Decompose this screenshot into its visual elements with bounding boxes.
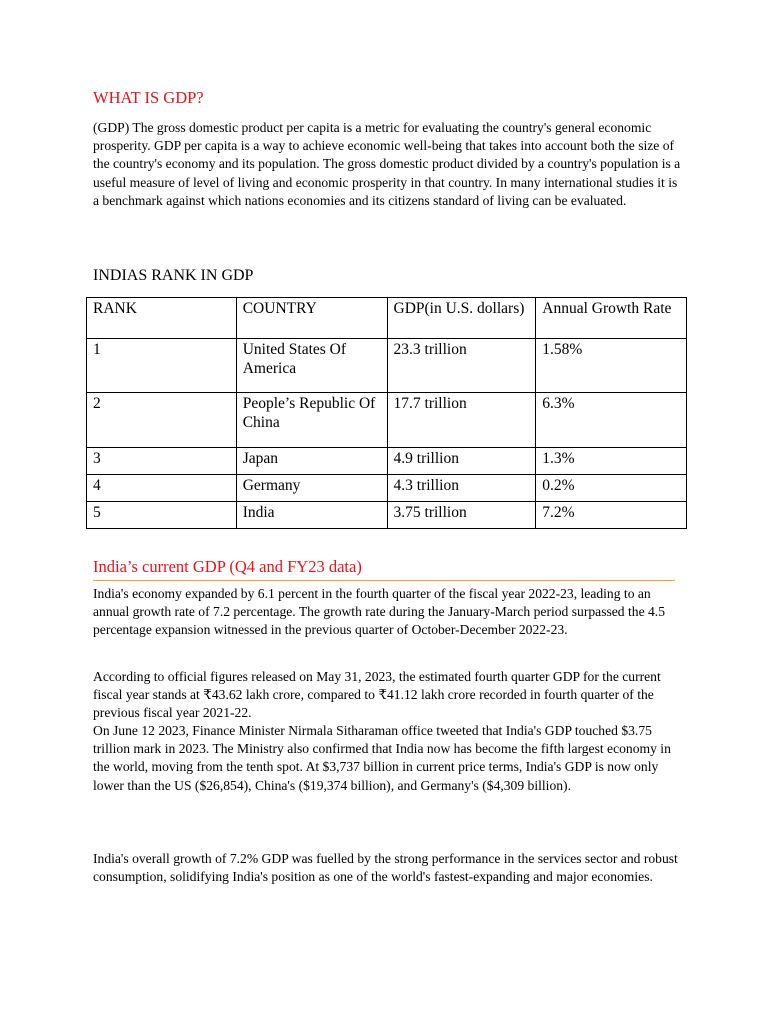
table-cell: 1.58% bbox=[536, 339, 687, 393]
table-cell: 4 bbox=[87, 475, 237, 502]
table-cell: India bbox=[236, 502, 387, 529]
table-row bbox=[87, 448, 687, 475]
heading-underline-rule bbox=[93, 580, 675, 581]
table-cell: United States Of America bbox=[236, 339, 387, 393]
table-cell: 3.75 trillion bbox=[387, 502, 536, 529]
table-row bbox=[87, 502, 687, 529]
table-row bbox=[87, 393, 687, 448]
table-cell: People’s Republic Of China bbox=[236, 393, 387, 448]
india-current-gdp-heading: India’s current GDP (Q4 and FY23 data) bbox=[93, 557, 362, 576]
what-is-gdp-heading: WHAT IS GDP? bbox=[93, 88, 204, 107]
table-cell: 7.2% bbox=[536, 502, 687, 529]
table-header-row bbox=[87, 298, 687, 339]
what-is-gdp-paragraph: (GDP) The gross domestic product per capita is a metric for evaluating the country's general economic prosperity. GDP per capita is a way to achieve economic well-being that takes into account both the size of the country's economy and its population. The gross domestic product divided by a country's population is a useful measure of level of living and economic prosperity in that country. In many international studies it is a benchmark against which nations economies and its citizens standard of living can be evaluated. bbox=[93, 120, 681, 208]
table-cell: 1 bbox=[87, 339, 237, 393]
table-cell: 3 bbox=[87, 448, 237, 475]
table-header-cell: COUNTRY bbox=[236, 298, 387, 339]
table-header-cell: RANK bbox=[87, 298, 237, 339]
table-cell: 2 bbox=[87, 393, 237, 448]
indias-rank-heading: INDIAS RANK IN GDP bbox=[93, 267, 254, 284]
gdp-paragraph-2: According to official figures released on May 31, 2023, the estimated fourth quarter GDP for the current fiscal year stands at ₹43.62 lakh crore, compared to ₹41.12 lakh crore recorded in fourth quarter of the previous fiscal year 2021-22. bbox=[93, 669, 661, 721]
table-cell: 0.2% bbox=[536, 475, 687, 502]
table-cell: Japan bbox=[236, 448, 387, 475]
table-cell: 23.3 trillion bbox=[387, 339, 536, 393]
table-cell: 4.9 trillion bbox=[387, 448, 536, 475]
gdp-paragraph-4: India's overall growth of 7.2% GDP was fuelled by the strong performance in the services sector and robust consumption, solidifying India's position as one of the world's fastest-expanding and major economies. bbox=[93, 851, 678, 885]
table-header-cell: GDP(in U.S. dollars) bbox=[387, 298, 536, 339]
table-cell: 4.3 trillion bbox=[387, 475, 536, 502]
table-cell: 6.3% bbox=[536, 393, 687, 448]
table-row bbox=[87, 475, 687, 502]
table-cell: Germany bbox=[236, 475, 387, 502]
gdp-rank-table bbox=[86, 297, 687, 529]
table-cell: 17.7 trillion bbox=[387, 393, 536, 448]
table-header-cell: Annual Growth Rate bbox=[536, 298, 687, 339]
table-row bbox=[87, 339, 687, 393]
table-cell: 1.3% bbox=[536, 448, 687, 475]
gdp-paragraph-1: India's economy expanded by 6.1 percent in the fourth quarter of the fiscal year 2022-23, leading to an annual growth rate of 7.2 percentage. The growth rate during the January-March period surpassed the 4.5 percentage expansion witnessed in the previous quarter of October-December 2022-23. bbox=[93, 586, 665, 638]
gdp-paragraph-3: On June 12 2023, Finance Minister Nirmala Sitharaman office tweeted that India's GDP touched $3.75 trillion mark in 2023. The Ministry also confirmed that India now has become the fifth largest economy in the world, moving from the tenth spot. At $3,737 billion in current price terms, India's GDP is now only lower than the US ($26,854), China's ($19,374 billion), and Germany's ($4,309 billion). bbox=[93, 723, 671, 793]
table-cell: 5 bbox=[87, 502, 237, 529]
